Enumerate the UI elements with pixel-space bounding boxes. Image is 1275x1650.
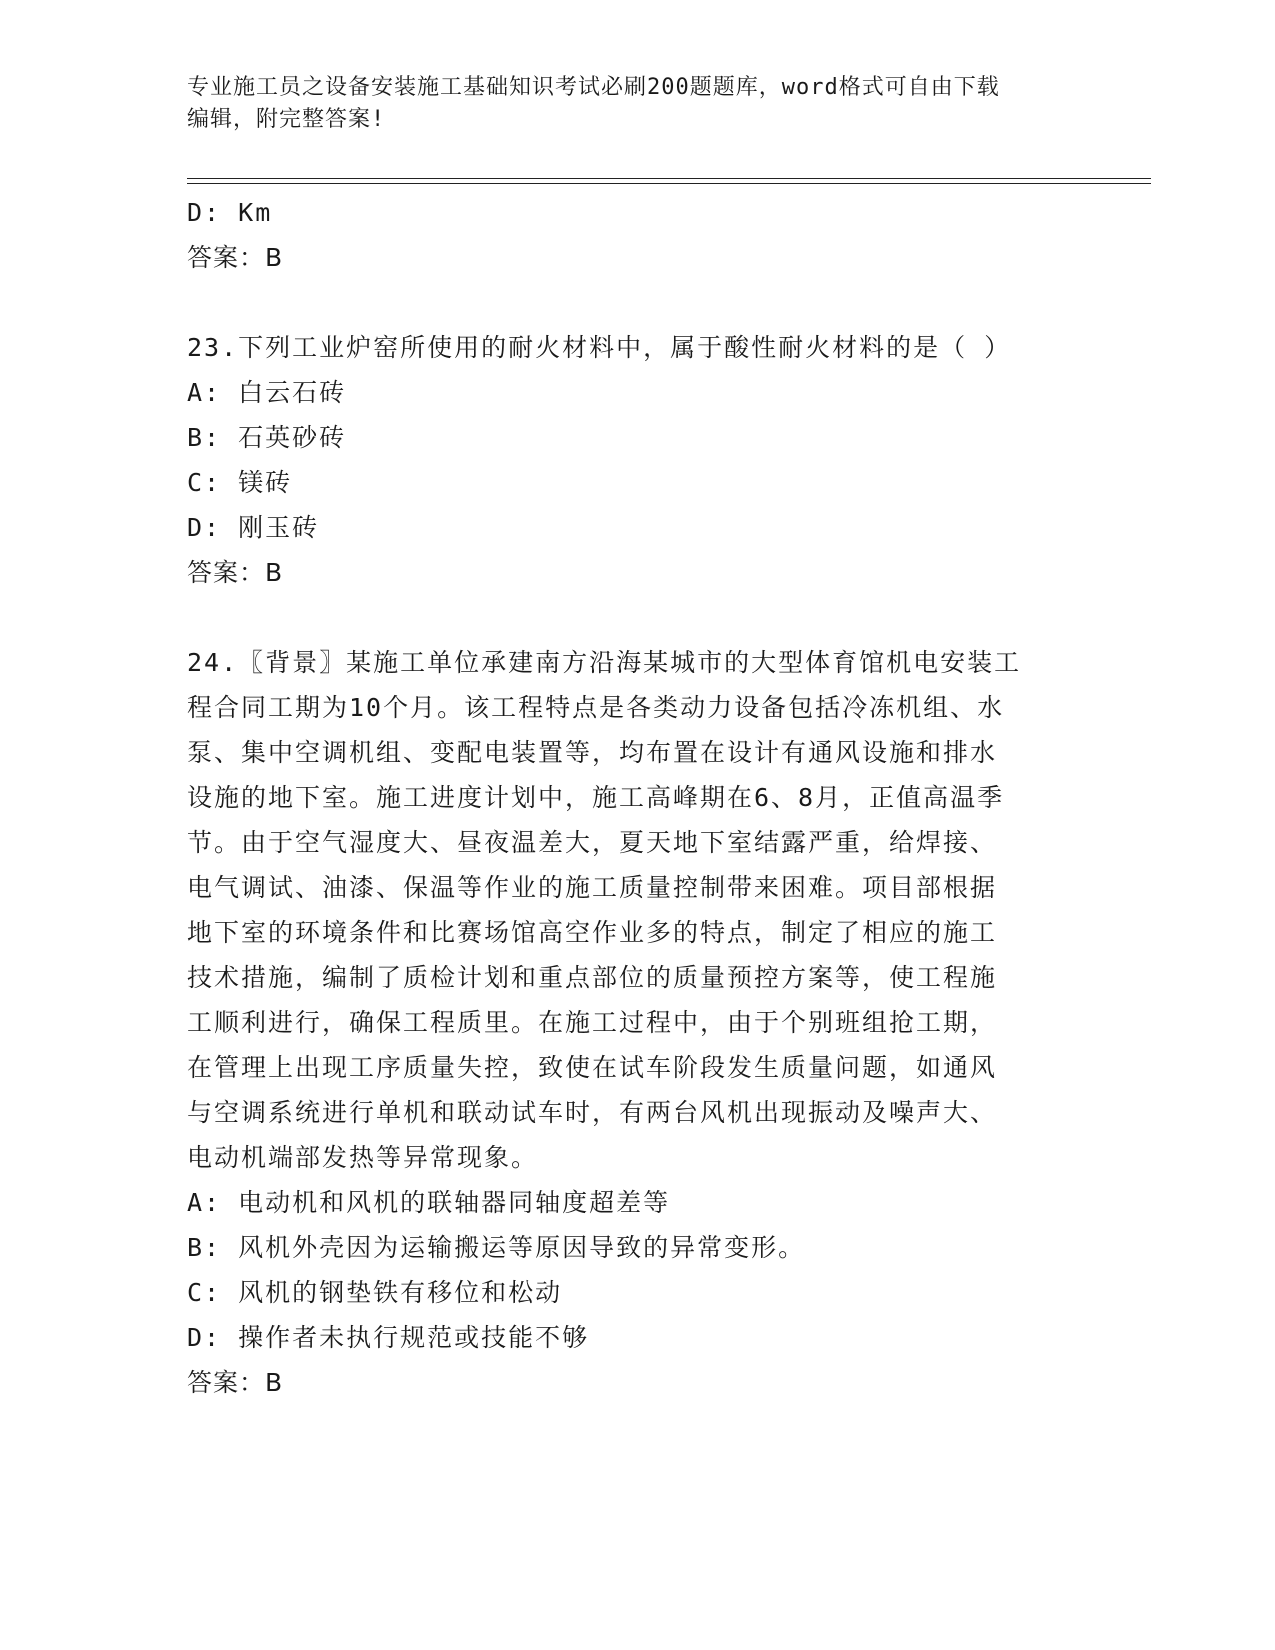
header-title-line-2: 编辑，附完整答案! — [187, 107, 386, 132]
q24-stem-line: 在管理上出现工序质量失控，致使在试车阶段发生质量问题，如通风 — [187, 1053, 998, 1082]
q24-stem-line: 电气调试、油漆、保温等作业的施工质量控制带来困难。项目部根据 — [187, 873, 998, 902]
spacer — [187, 280, 1067, 325]
q24-stem-line: 技术措施，编制了质检计划和重点部位的质量预控方案等，使工程施 — [187, 963, 998, 992]
prev-option-d: D: Km — [187, 198, 273, 227]
q24-stem-line: 程合同工期为10个月。该工程特点是各类动力设备包括冷冻机组、水 — [187, 693, 1005, 722]
prev-answer: 答案：B — [187, 243, 284, 272]
q24-stem-line: 地下室的环境条件和比赛场馆高空作业多的特点，制定了相应的施工 — [187, 918, 998, 947]
q24-option-b: B: 风机外壳因为运输搬运等原因导致的异常变形。 — [187, 1233, 806, 1262]
q23-option-b: B: 石英砂砖 — [187, 423, 347, 452]
q23-option-c: C: 镁砖 — [187, 468, 293, 497]
header-divider — [187, 178, 1151, 184]
question-23 — [187, 325, 1067, 595]
q23-answer: 答案：B — [187, 558, 284, 587]
page-header — [187, 72, 1067, 136]
q24-option-c: C: 风机的钢垫铁有移位和松动 — [187, 1278, 563, 1307]
q24-stem-line: 泵、集中空调机组、变配电装置等，均布置在设计有通风设施和排水 — [187, 738, 998, 767]
spacer — [187, 595, 1067, 640]
q24-stem-line: 电动机端部发热等异常现象。 — [187, 1143, 539, 1172]
q24-stem-line: 24.〖背景〗某施工单位承建南方沿海某城市的大型体育馆机电安装工 — [187, 648, 1022, 677]
previous-question-tail — [187, 190, 1067, 280]
q24-stem-line: 工顺利进行，确保工程质里。在施工过程中，由于个别班组抢工期， — [187, 1008, 998, 1037]
q24-stem-line: 节。由于空气湿度大、昼夜温差大，夏天地下室结露严重，给焊接、 — [187, 828, 998, 857]
q24-stem-line: 设施的地下室。施工进度计划中，施工高峰期在6、8月，正值高温季 — [187, 783, 1005, 812]
q23-option-d: D: 刚玉砖 — [187, 513, 320, 542]
q24-stem-line: 与空调系统进行单机和联动试车时，有两台风机出现振动及噪声大、 — [187, 1098, 998, 1127]
q23-option-a: A: 白云石砖 — [187, 378, 347, 407]
question-24 — [187, 640, 1067, 1405]
q23-stem: 23.下列工业炉窑所使用的耐火材料中，属于酸性耐火材料的是（ ） — [187, 333, 1012, 362]
header-title-line-1: 专业施工员之设备安装施工基础知识考试必刷200题题库，word格式可自由下载 — [187, 75, 1000, 100]
q24-answer: 答案：B — [187, 1368, 284, 1397]
q24-option-d: D: 操作者未执行规范或技能不够 — [187, 1323, 590, 1352]
q24-option-a: A: 电动机和风机的联轴器同轴度超差等 — [187, 1188, 671, 1217]
document-body — [187, 190, 1067, 1405]
